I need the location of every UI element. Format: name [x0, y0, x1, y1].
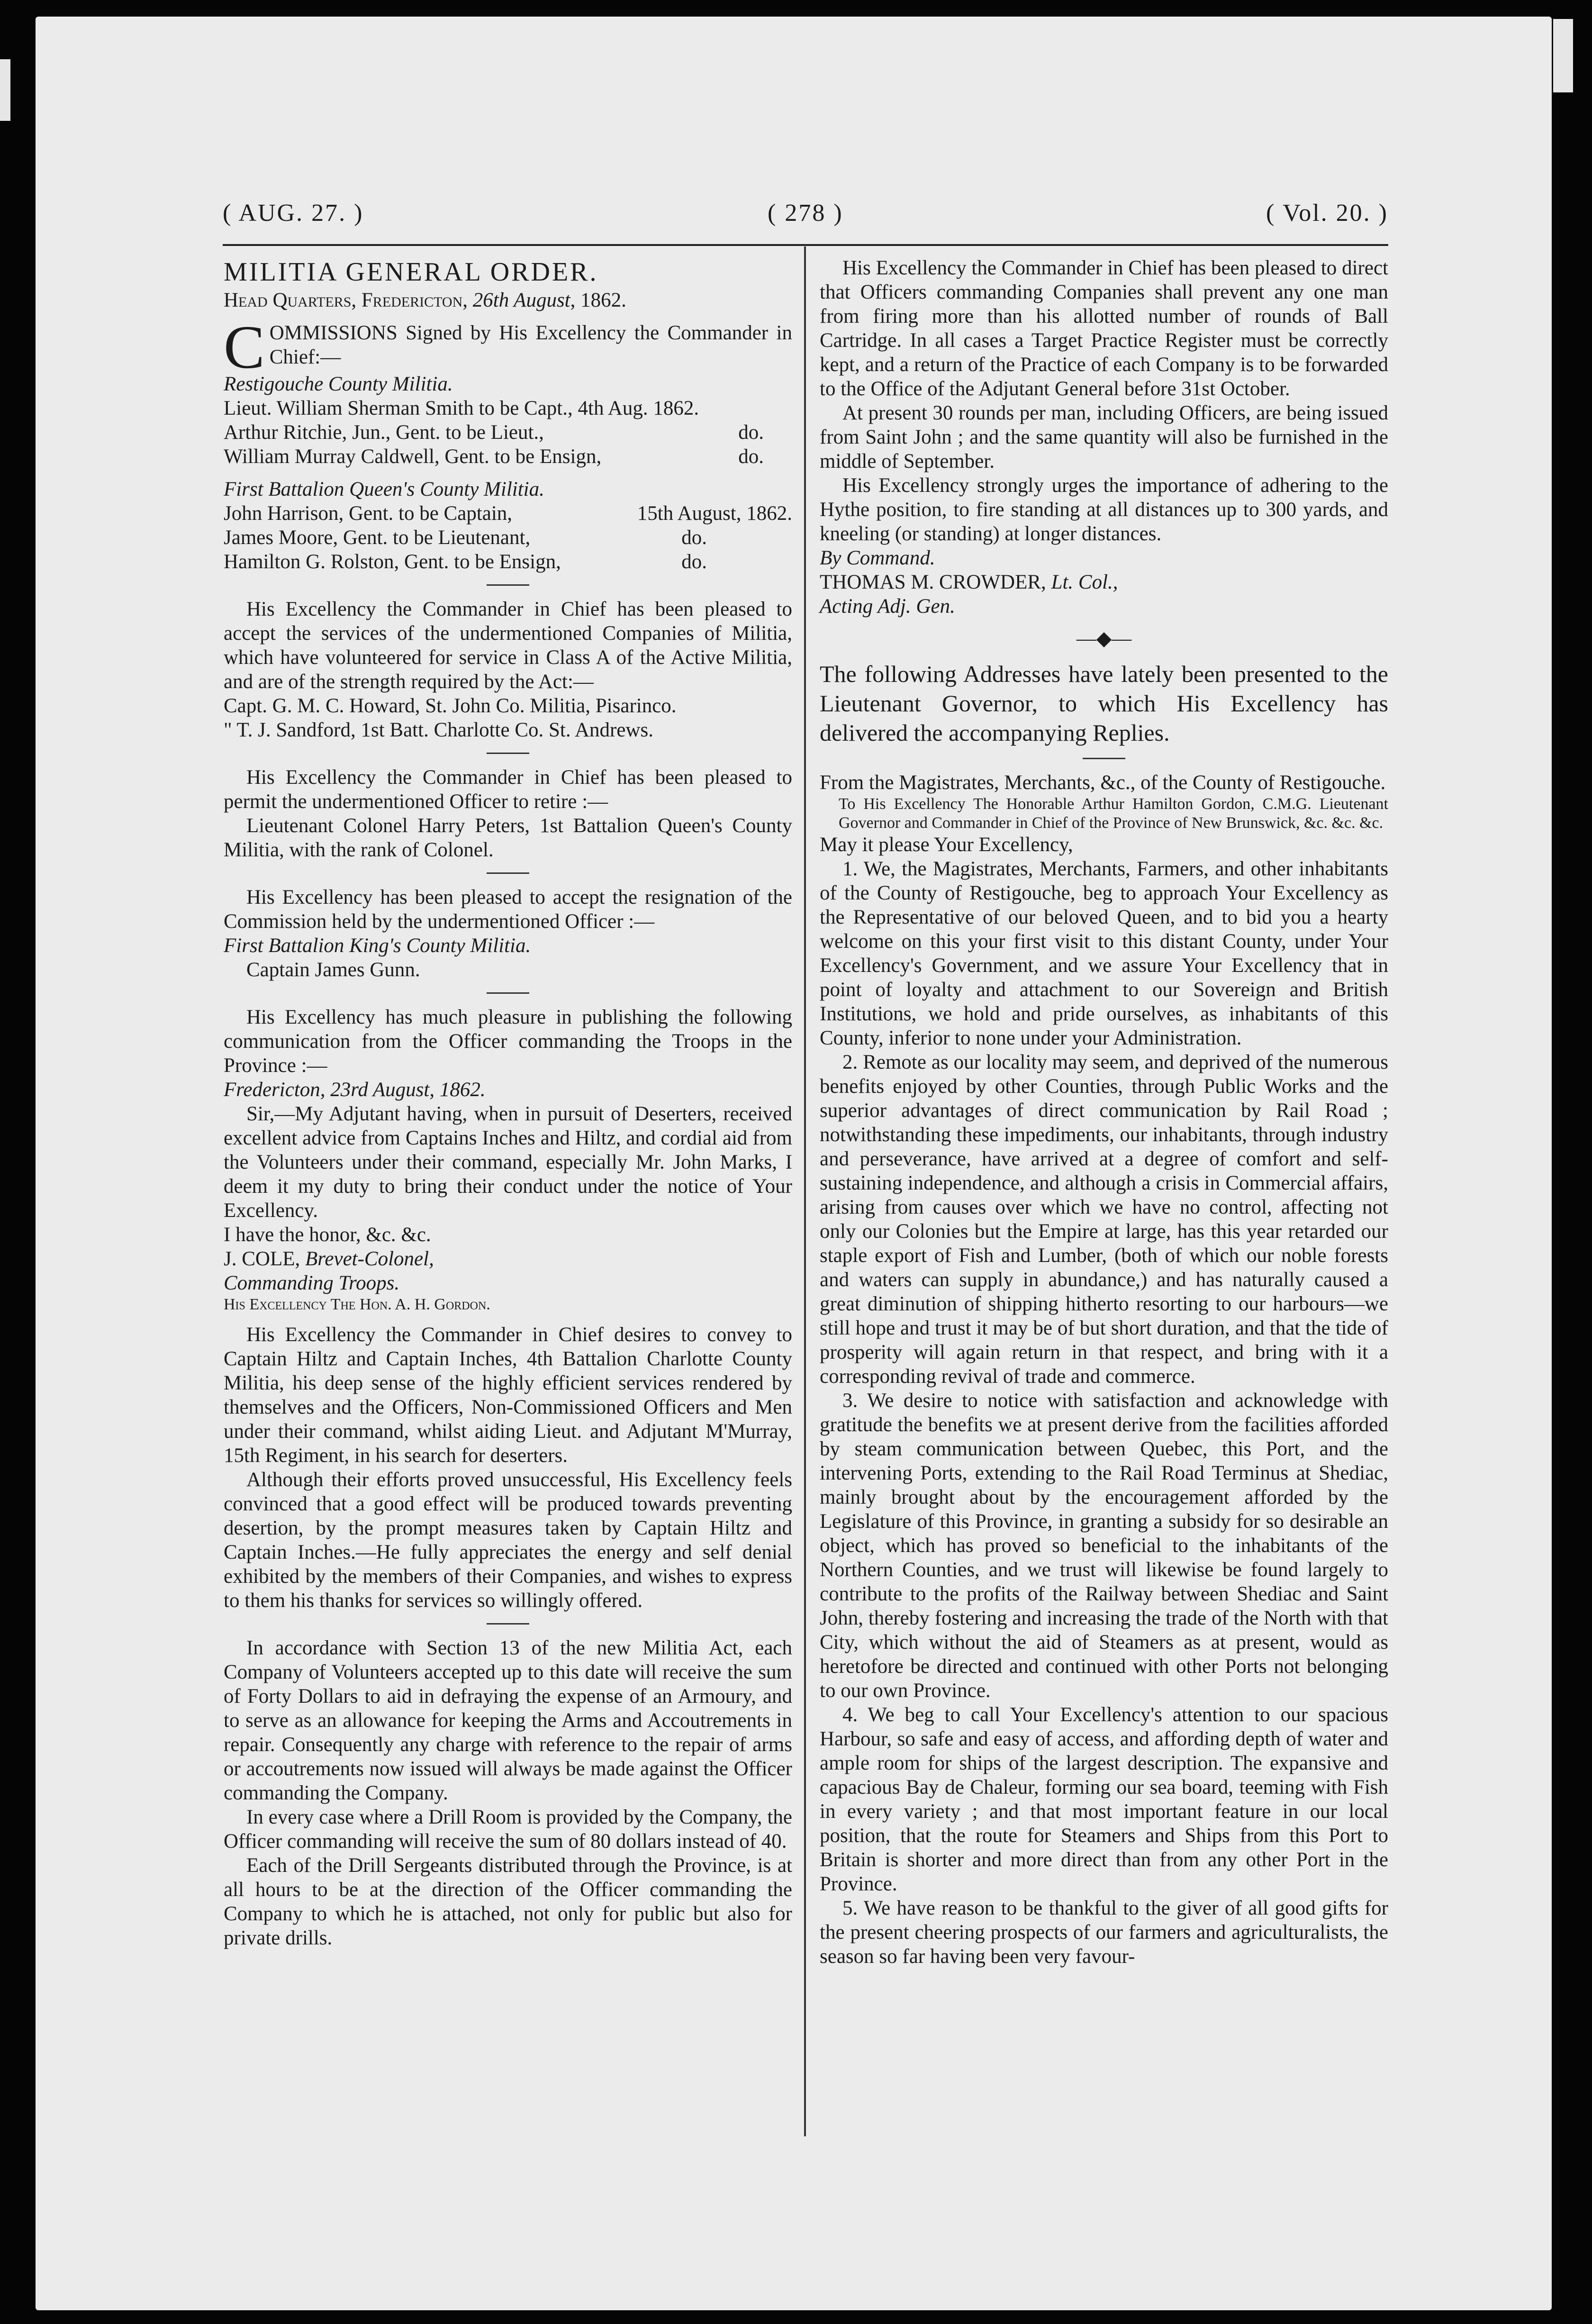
adjutant-signature: [820, 570, 1388, 594]
header-volume: ( Vol. 20. ): [1266, 200, 1388, 227]
column-divider: [804, 246, 806, 2136]
film-edge-mark-left: [0, 59, 10, 121]
retire-paragraph: His Excellency the Commander in Chief has been pleased to permit the undermentioned Officer to retire :—: [224, 766, 792, 813]
commissions-text: OMMISSIONS Signed by His Excellency the Commander in Chief:—: [269, 322, 792, 368]
section-rule: [487, 992, 529, 994]
retire-detail: Lieutenant Colonel Harry Peters, 1st Battalion Queen's County Militia, with the rank of Colonel.: [224, 815, 792, 861]
commissions-paragraph: [224, 313, 792, 381]
address-paragraph-3: 3. We desire to notice with satisfaction and acknowledge with gratitude the benefits we at present derive from the facilities afforded by steam communication between Quebec, this Port, and the intervening Ports, extending to the Rail Road Terminus at Shediac, mainly brought about by the encouragement afforded by the Legislature of this Province, in granting a subsidy for so desirable an object, which has proved so beneficial to the inhabitants of the Northern Counties, and we trust will likewise be found largely to contribute to the profits of the Railway between Shediac and Saint John, thereby fostering and increasing the trade of the North with that City, which without the aid of Steamers as at present, would as heretofore be directed and continued with other Ports not belonging to our own Province.: [820, 1389, 1388, 1702]
header-rule: [223, 244, 1388, 246]
volunteers-paragraph: His Excellency the Commander in Chief has been pleased to accept the services of the undermentioned Companies of Militia, which have volunteered for service in Class A of the Active Militia, and are of the strength required by the Act:—: [224, 598, 792, 693]
left-column: [224, 256, 792, 1950]
letter-signature: [224, 1247, 792, 1271]
rounds-paragraph: At present 30 rounds per man, including Officers, are being issued from Saint John ; and the same quantity will also be furnished in the middle of September.: [820, 402, 1388, 472]
salutation: May it please Your Excellency,: [820, 834, 1073, 856]
to-line: To His Excellency The Honorable Arthur Hamilton Gordon, C.M.G. Lieutenant Governor and Commander in Chief of the Province of New Brunswick, &c. &c. &c.: [839, 795, 1388, 832]
section13-paragraph: In accordance with Section 13 of the new Militia Act, each Company of Volunteers accepted up to this date will receive the sum of Forty Dollars to aid in defraying the expense of an Armoury, and to serve as an allowance for keeping the Arms and Accoutrements in repair. Consequently any charge with reference to the repair of arms or accoutrements now issued will always be made against the Officer commanding the Company.: [224, 1637, 792, 1804]
letter-date: Fredericton, 23rd August, 1862.: [224, 1079, 486, 1101]
film-edge-mark-right: [1553, 19, 1573, 92]
signature-rank: Lt. Col.,: [1051, 571, 1118, 593]
page-header: [223, 199, 1388, 237]
signature-name: J. COLE,: [224, 1248, 300, 1270]
hq-prefix: Head Quarters, Fredericton,: [224, 289, 468, 311]
by-command: By Command.: [820, 547, 935, 569]
kings-county-heading: First Battalion King's County Militia.: [224, 935, 531, 957]
addresses-heading: The following Addresses have lately been presented to the Lieutenant Governor, to which His Excellency has delivered the accompanying Replies.: [820, 661, 1388, 746]
letter-addressee: His Excellency The Hon. A. H. Gordon.: [224, 1296, 490, 1313]
right-column: [820, 256, 1388, 1969]
militia-order-title: MILITIA GENERAL ORDER.: [224, 257, 598, 287]
signature-role: Commanding Troops.: [224, 1272, 400, 1294]
header-page-number: ( 278 ): [768, 200, 843, 227]
commission-row: James Moore, Gent. to be Lieutenant, do.: [224, 527, 707, 549]
address-paragraph-1: 1. We, the Magistrates, Merchants, Farmers, and other inhabitants of the County of Restigouche, beg to approach Your Excellency as the Representative of our beloved Queen, and to bid you a hearty welcome on this your first visit to this distant County, under Your Excellency's Government, and we assure Your Excellency that in point of loyalty and attachment to our Sovereign and British Institutions, we hold and pride ourselves, as inhabitants of this County, inferior to none under your Administration.: [820, 858, 1388, 1049]
signature-rank: Brevet-Colonel,: [305, 1248, 434, 1270]
section-rule: [487, 584, 529, 586]
letter-close: I have the honor, &c. &c.: [224, 1224, 431, 1246]
section-rule: [1083, 758, 1125, 759]
queens-county-heading: First Battalion Queen's County Militia.: [224, 478, 544, 500]
commission-row: Lieut. William Sherman Smith to be Capt., 4th Aug. 1862.: [224, 397, 699, 419]
restigouche-heading: Restigouche County Militia.: [224, 373, 453, 395]
resign-name: Captain James Gunn.: [246, 959, 420, 981]
hq-year: , 1862.: [570, 289, 626, 311]
drop-cap: C: [224, 313, 265, 381]
ornament-divider: —◆—: [1076, 628, 1132, 650]
cartridge-paragraph: His Excellency the Commander in Chief has been pleased to direct that Officers commanding Companies shall prevent any one man from firing more than his allotted number of rounds of Ball Cartridge. In all cases a Target Practice Register must be correctly kept, and a return of the Practice of each Company is to be forwarded to the Office of the Adjutant General before 31st October.: [820, 257, 1388, 400]
header-date: ( AUG. 27. ): [223, 200, 364, 227]
section-rule: [487, 872, 529, 874]
section-rule: [487, 1623, 529, 1625]
hythe-paragraph: His Excellency strongly urges the importance of adhering to the Hythe position, to fire standing at all distances up to 300 yards, and kneeling (or standing) at longer distances.: [820, 474, 1388, 545]
volunteer-row: " T. J. Sandford, 1st Batt. Charlotte Co. St. Andrews.: [224, 719, 653, 741]
sergeants-paragraph: Each of the Drill Sergeants distributed through the Province, is at all hours to be at the direction of the Officer commanding the Company to which he is attached, not only for public but also for private drills.: [224, 1854, 792, 1949]
address-paragraph-2: 2. Remote as our locality may seem, and deprived of the numerous benefits enjoyed by other Counties, through Public Works and the superior advantages of direct communication by Rail Road ; notwithstanding these impediments, our inhabitants, through industry and perseverance, have arrived at a degree of comfort and self-sustaining independence, and although a crisis in Commercial affairs, arising from causes over which we have no control, affecting not only our Colonies but the Empire at large, has this year retarded our staple export of Fish and Lumber, (both of which our noble forests and waters can supply in abundance,) and has naturally caused a great diminution of shipping hitherto resorting to our harbours—we still hope and trust it may be of but short duration, and that the tide of prosperity will again return in that respect, and bring with it a corresponding revival of trade and commerce.: [820, 1051, 1388, 1388]
section-rule: [487, 753, 529, 754]
commission-row: John Harrison, Gent. to be Captain, 15th August, 1862.: [224, 502, 792, 525]
signature-role: Acting Adj. Gen.: [820, 595, 955, 617]
address-paragraph-4: 4. We beg to call Your Excellency's attention to our spacious Harbour, so safe and easy of access, and affording depth of water and ample room for ships of the largest description. The expansive and capacious Bay de Chaleur, forming our sea board, teeming with Fish in every variety ; and that most important feature in our local position, that the route for Steamers and Ships from this Port to Britain is shorter and more direct than from any other Port in the Province.: [820, 1704, 1388, 1895]
commission-row: Hamilton G. Rolston, Gent. to be Ensign, do.: [224, 551, 707, 573]
from-line: From the Magistrates, Merchants, &c., of the County of Restigouche.: [820, 772, 1386, 794]
commission-row: Arthur Ritchie, Jun., Gent. to be Lieut., do.: [224, 421, 764, 444]
volunteer-row: Capt. G. M. C. Howard, St. John Co. Militia, Pisarinco.: [224, 695, 677, 717]
resign-paragraph: His Excellency has been pleased to accept the resignation of the Commission held by the undermentioned Officer :—: [224, 886, 792, 933]
drillroom-paragraph: In every case where a Drill Room is provided by the Company, the Officer commanding will receive the sum of 80 dollars instead of 40.: [224, 1806, 792, 1852]
hq-date: 26th August: [472, 289, 570, 311]
address-paragraph-5: 5. We have reason to be thankful to the giver of all good gifts for the present cheering prospects of our farmers and agriculturalists, the season so far having been very favour-: [820, 1897, 1388, 1968]
letter-body: Sir,—My Adjutant having, when in pursuit of Deserters, received excellent advice from Captains Inches and Hiltz, and cordial aid from the Volunteers under their command, especially Mr. John Marks, I deem it my duty to bring their conduct under the notice of Your Excellency.: [224, 1103, 792, 1222]
signature-name: THOMAS M. CROWDER,: [820, 571, 1046, 593]
publish-paragraph: His Excellency has much pleasure in publishing the following communication from the Officer commanding the Troops in the Province :—: [224, 1006, 792, 1077]
although-paragraph: Although their efforts proved unsuccessful, His Excellency feels convinced that a good effect will be produced towards preventing desertion, by the prompt measures taken by Captain Hiltz and Captain Inches.—He fully appreciates the energy and self denial exhibited by the members of their Companies, and wishes to express to them his thanks for services so willingly offered.: [224, 1469, 792, 1612]
head-quarters-line: [224, 288, 792, 312]
commission-row: William Murray Caldwell, Gent. to be Ensign, do.: [224, 445, 764, 468]
convey-paragraph: His Excellency the Commander in Chief desires to convey to Captain Hiltz and Captain Inches, 4th Battalion Charlotte County Militia, his deep sense of the highly efficient services rendered by themselves and the Officers, Non-Commissioned Officers and Men under their command, whilst aiding Lieut. and Adjutant M'Murray, 15th Regiment, in his search for deserters.: [224, 1324, 792, 1467]
